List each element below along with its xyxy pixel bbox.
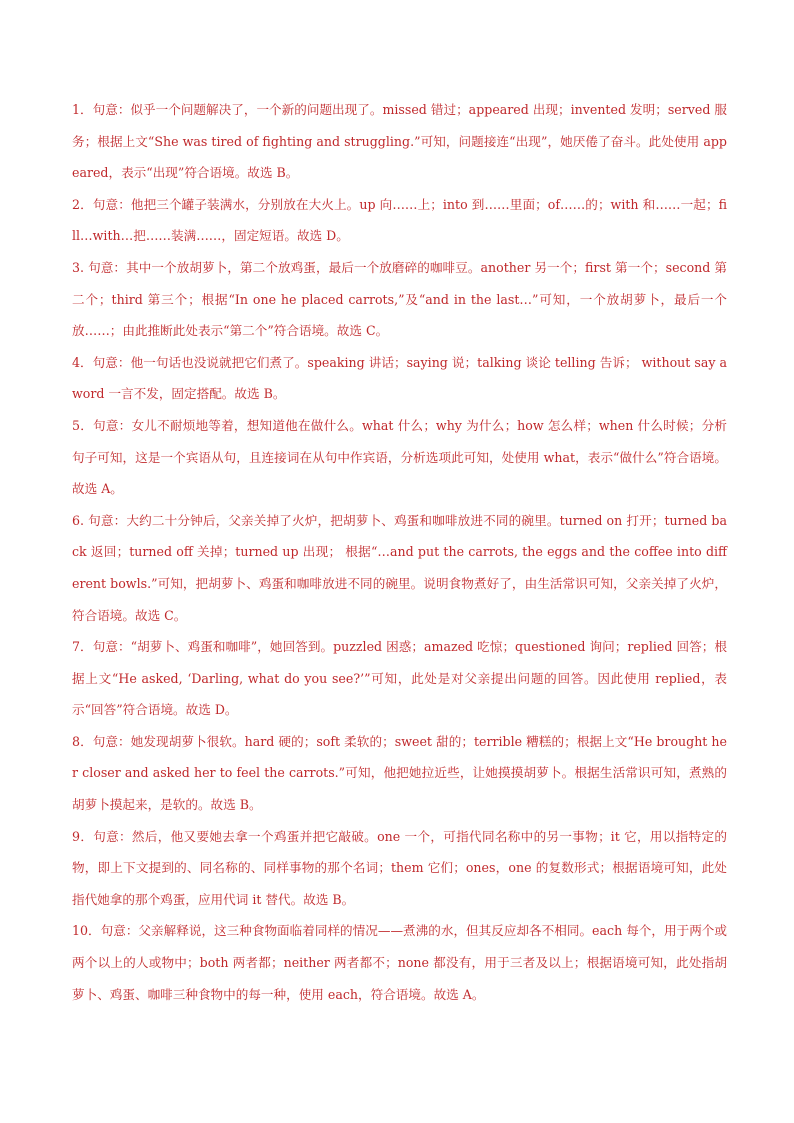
- explanation-5: 5．句意：女儿不耐烦地等着，想知道他在做什么。what 什么；why 为什么；how 怎么样；when 什么时候；分析句子可知，这是一个宾语从句，且连接词在从句中作宾语，分析选项此可知，处使用 what，表示“做什么”符合语境。故选 A。: [72, 417, 727, 497]
- answer-explanations: [72, 94, 727, 1010]
- explanation-8: 8．句意：她发现胡萝卜很软。hard 硬的；soft 柔软的；sweet 甜的；terrible 糟糕的；根据上文“He brought her closer and asked her to feel the carrots.”可知，他把她拉近些，让她摸摸胡萝卜。根据生活常识可知，煮熟的胡萝卜摸起来，是软的。故选 B。: [72, 733, 727, 813]
- explanation-4: 4．句意：他一句话也没说就把它们煮了。speaking 讲话；saying 说；talking 谈论 telling 告诉； without say a word 一言不发，固定搭配。故选 B。: [72, 354, 727, 402]
- explanation-2: 2．句意：他把三个罐子装满水，分别放在大火上。up 向……上；into 到……里面；of……的；with 和……一起；fill…with…把……装满……，固定短语。故选 D。: [72, 196, 727, 244]
- explanation-3: 3. 句意：其中一个放胡萝卜，第二个放鸡蛋，最后一个放磨碎的咖啡豆。another 另一个；first 第一个；second 第二个；third 第三个；根据“In one he placed carrots,”及“and in the last…”可知，一个放胡萝卜，最后一个放……；由此推断此处表示“第二个”符合语境。故选 C。: [72, 259, 727, 339]
- explanation-1: 1．句意：似乎一个问题解决了，一个新的问题出现了。missed 错过；appeared 出现；invented 发明；served 服务；根据上文“She was tired of fighting and struggling.”可知，问题接连“出现”，她厌倦了奋斗。此处使用 appeared，表示“出现”符合语境。故选 B。: [72, 102, 727, 181]
- explanation-6: 6. 句意：大约二十分钟后，父亲关掉了火炉，把胡萝卜、鸡蛋和咖啡放进不同的碗里。turned on 打开；turned back 返回；turned off 关掉；turned up 出现； 根据“…and put the carrots, the eggs and the coffee into different bowls.”可知，把胡萝卜、鸡蛋和咖啡放进不同的碗里。说明食物煮好了，由生活常识可知，父亲关掉了火炉，符合语境。故选 C。: [72, 512, 727, 623]
- explanation-7: 7．句意：“胡萝卜、鸡蛋和咖啡”，她回答到。puzzled 困惑；amazed 吃惊；questioned 询问；replied 回答；根据上文“He asked, ‘Darling, what do you see?’”可知，此处是对父亲提出问题的回答。因此使用 replied，表示“回答”符合语境。故选 D。: [72, 639, 727, 718]
- explanation-10: 10．句意：父亲解释说，这三种食物面临着同样的情况——煮沸的水，但其反应却各不相同。each 每个，用于两个或两个以上的人或物中；both 两者都；neither 两者都不；none 都没有，用于三者及以上；根据语境可知，此处指胡萝卜、鸡蛋、咖啡三种食物中的每一种，使用 each，符合语境。故选 A。: [72, 923, 727, 1002]
- explanation-9: 9．句意：然后，他又要她去拿一个鸡蛋并把它敲破。one 一个，可指代同名称中的另一事物；it 它，用以指特定的物，即上下文提到的、同名称的、同样事物的那个名词；them 它们；ones，one 的复数形式；根据语境可知，此处指代她拿的那个鸡蛋，应用代词 it 替代。故选 B。: [72, 828, 727, 907]
